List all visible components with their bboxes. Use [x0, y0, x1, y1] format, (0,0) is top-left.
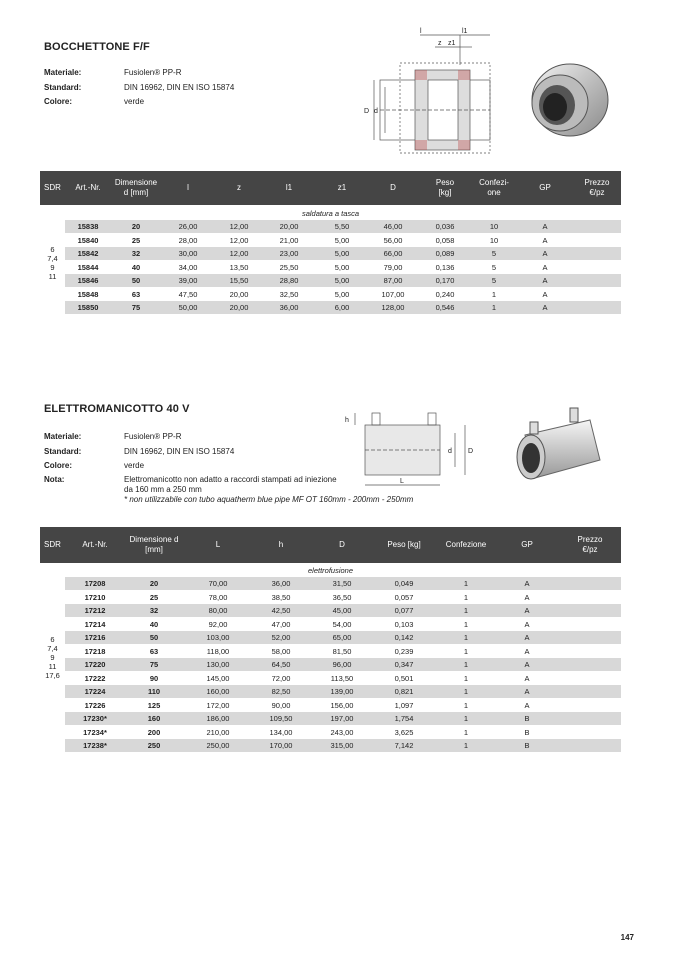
table-cell: 5,00: [334, 262, 350, 272]
sdr-value: 7,4: [47, 644, 58, 653]
sdr-cell: [40, 577, 65, 753]
th2-package: Confezione: [445, 540, 487, 549]
table-cell: B: [524, 741, 530, 750]
table-cell: 63: [131, 289, 141, 299]
table-row: [40, 604, 621, 617]
standard-label: Standard:: [44, 83, 82, 92]
table-cell: 32: [131, 249, 141, 258]
table-row: [40, 739, 621, 752]
th2-weight: Peso [kg]: [387, 540, 421, 549]
table-cell: 5: [491, 262, 497, 272]
table-cell: 78,00: [208, 592, 228, 602]
table-cell: 17214: [84, 619, 106, 629]
table-cell: 28,00: [178, 235, 198, 245]
table-cell: 36,50: [332, 592, 352, 602]
table-cell: A: [542, 249, 548, 258]
table-cell: 10: [489, 222, 499, 231]
table-cell: 1: [491, 303, 497, 312]
note-line-3: * non utilizzabile con tubo aquatherm blue pipe MF OT 160mm - 200mm - 250mm: [124, 495, 414, 504]
table-row: [40, 726, 621, 739]
table-cell: 54,00: [332, 619, 352, 629]
table-cell: 130,00: [206, 660, 230, 669]
dim-l-label: l: [420, 28, 422, 35]
color-row-2: [44, 461, 144, 470]
table-row: [40, 577, 621, 590]
table-cell: 125: [147, 700, 161, 710]
material-value: Fusiolen® PP-R: [124, 68, 182, 77]
th-gp: GP: [539, 183, 551, 192]
sdr-value: 6: [50, 245, 55, 254]
table-cell: 15838: [77, 222, 99, 231]
table-cell: 113,50: [330, 673, 354, 683]
th-art-nr: Art.-Nr.: [75, 183, 101, 192]
table-cell: 1: [491, 289, 497, 299]
table-cell: 1: [463, 660, 469, 669]
table-cell: A: [542, 262, 548, 272]
table-cell: 50: [131, 276, 141, 285]
table-cell: 23,00: [279, 249, 299, 258]
table-cell: 0,170: [435, 276, 455, 285]
table-cell: A: [542, 235, 548, 245]
table-cell: 79,00: [383, 262, 403, 272]
table-cell: 7,142: [394, 741, 414, 750]
table-cell: 50,00: [178, 303, 198, 312]
table-cell: 0,142: [394, 633, 414, 642]
th2-sdr: SDR: [44, 540, 61, 549]
dim-d-label-2: d: [448, 448, 452, 455]
th-l1: l1: [285, 183, 293, 192]
table-cell: 0,501: [394, 673, 414, 683]
table-cell: 52,00: [271, 633, 291, 642]
table-cell: 17224: [84, 687, 106, 696]
table-cell: 0,077: [394, 606, 414, 615]
th2-L: L: [215, 540, 221, 549]
note-line-2: da 160 mm a 250 mm: [124, 485, 202, 494]
table-cell: 15846: [77, 276, 99, 285]
table-cell: 15842: [77, 249, 99, 258]
table-cell: 15,50: [229, 276, 249, 285]
table-cell: 110: [147, 687, 161, 696]
color-label-2: Colore:: [44, 461, 72, 470]
standard-value: DIN 16962, DIN EN ISO 15874: [124, 83, 235, 92]
table-cell: 0,240: [435, 289, 455, 299]
th2-gp: GP: [521, 540, 533, 549]
table-cell: 170,00: [269, 741, 293, 750]
table-cell: 0,089: [435, 249, 455, 258]
th-D: D: [390, 183, 396, 192]
dim-L-label: L: [400, 478, 404, 485]
table-cell: 250: [147, 741, 161, 750]
table-cell: 38,50: [271, 592, 291, 602]
table-cell: 17226: [84, 700, 106, 710]
table-cell: 315,00: [330, 741, 354, 750]
table-cell: 1: [463, 673, 469, 683]
table-cell: 10: [489, 235, 499, 245]
table-cell: 17220: [84, 660, 106, 669]
table-cell: A: [524, 592, 530, 602]
dim-D-label-2: D: [468, 448, 474, 455]
table-cell: 17218: [84, 646, 106, 656]
th-l: l: [187, 183, 189, 192]
dim-z-label: z: [438, 40, 442, 47]
table-row: [40, 261, 621, 274]
table-cell: 1: [463, 633, 469, 642]
table-cell: 36,00: [279, 303, 299, 312]
table-cell: 5,00: [334, 249, 350, 258]
table-row: [40, 685, 621, 698]
table-cell: 15848: [77, 289, 99, 299]
table-cell: 1: [463, 714, 469, 723]
table-cell: 1: [463, 579, 469, 588]
table-row: [40, 645, 621, 658]
table-cell: 160,00: [206, 687, 230, 696]
table-cell: 96,00: [332, 660, 352, 669]
table-cell: 103,00: [206, 633, 230, 642]
table-cell: 0,058: [435, 235, 455, 245]
table-cell: 186,00: [206, 714, 230, 723]
table-cell: 28,80: [279, 276, 299, 285]
table-cell: 92,00: [208, 619, 228, 629]
table-cell: 250,00: [206, 741, 230, 750]
table-cell: 90,00: [271, 700, 291, 710]
table-cell: 70,00: [208, 579, 228, 588]
sdr-value: 6: [50, 635, 55, 644]
material-label-2: Materiale:: [44, 432, 82, 441]
table-cell: 6,00: [334, 303, 350, 312]
table-row: [40, 618, 621, 631]
table-cell: 64,50: [271, 660, 291, 669]
table-cell: 87,00: [383, 276, 403, 285]
th-package: Confezi- one: [479, 178, 509, 197]
page-number: 147: [620, 933, 634, 942]
table-row: [40, 274, 621, 287]
table2-header: [40, 527, 621, 563]
table-cell: 47,50: [178, 289, 198, 299]
color-label: Colore:: [44, 97, 72, 106]
table-cell: 118,00: [206, 646, 230, 656]
sdr-value: 9: [50, 263, 55, 272]
table-cell: 90: [149, 673, 159, 683]
table-cell: 1: [463, 592, 469, 602]
sdr-value: 9: [50, 653, 55, 662]
table-cell: 145,00: [206, 673, 230, 683]
sdr-cell: [40, 220, 65, 315]
material-row: [44, 68, 181, 77]
th-price: Prezzo €/pz: [584, 178, 610, 197]
table-cell: 139,00: [330, 687, 354, 696]
table-cell: 82,50: [271, 687, 291, 696]
table-cell: 0,049: [394, 579, 414, 588]
dim-l1-label: l1: [462, 28, 468, 35]
th2-h: h: [278, 540, 284, 549]
coupler-technical-drawing: [340, 405, 480, 500]
th2-price: Prezzo €/pz: [577, 535, 603, 554]
table-cell: 58,00: [271, 646, 291, 656]
table-cell: 1: [463, 687, 469, 696]
table-cell: A: [524, 660, 530, 669]
table-row: [40, 591, 621, 604]
table1-header: [40, 171, 621, 205]
table-cell: 1: [463, 741, 469, 750]
table-cell: 45,00: [332, 606, 352, 615]
note-line-1: Elettromanicotto non adatto a raccordi stampati ad iniezione: [124, 475, 337, 484]
section2-title: ELETTROMANICOTTO 40 V: [44, 403, 190, 415]
table-cell: 75: [131, 303, 141, 312]
table-cell: 160: [147, 714, 161, 723]
table-cell: 0,103: [394, 619, 414, 629]
table-cell: 20,00: [229, 289, 249, 299]
table-cell: 1: [463, 606, 469, 615]
sdr-value: 17,6: [45, 671, 60, 680]
coupler-product-image: [505, 400, 610, 495]
table-cell: 1: [463, 619, 469, 629]
table-row: [40, 631, 621, 644]
table-cell: B: [524, 727, 530, 737]
table-row: [40, 699, 621, 712]
table-cell: 34,00: [178, 262, 198, 272]
table-cell: 46,00: [383, 222, 403, 231]
table-row: [40, 301, 621, 314]
table-cell: 40: [131, 262, 141, 272]
table-cell: 39,00: [178, 276, 198, 285]
table-cell: 20,00: [229, 303, 249, 312]
table-cell: 12,00: [229, 235, 249, 245]
table-cell: 0,036: [435, 222, 455, 231]
table-cell: 26,00: [178, 222, 198, 231]
table-cell: 20,00: [279, 222, 299, 231]
table-cell: 12,00: [229, 222, 249, 231]
table1-subtitle: saldatura a tasca: [301, 209, 360, 218]
note-label: Nota:: [44, 475, 65, 484]
table-cell: B: [524, 714, 530, 723]
material-row-2: [44, 432, 181, 441]
table-cell: 13,50: [229, 262, 249, 272]
table-cell: 0,057: [394, 592, 414, 602]
table-cell: 50: [149, 633, 159, 642]
table-cell: 15850: [77, 303, 99, 312]
table-cell: 5,50: [334, 222, 350, 231]
table-row: [40, 658, 621, 671]
table-cell: A: [524, 633, 530, 642]
table-cell: 3,625: [394, 727, 414, 737]
dim-d-label: d: [374, 108, 378, 115]
th2-D: D: [339, 540, 345, 549]
table-cell: 32: [149, 606, 159, 615]
section1-title: BOCCHETTONE F/F: [44, 41, 150, 53]
table-cell: 47,00: [271, 619, 291, 629]
table-cell: 5,00: [334, 235, 350, 245]
table-cell: 20: [131, 222, 141, 231]
table-cell: 66,00: [383, 249, 403, 258]
table-cell: 31,50: [332, 579, 352, 588]
material-value-2: Fusiolen® PP-R: [124, 432, 182, 441]
table-cell: 21,00: [279, 235, 299, 245]
color-value-2: verde: [124, 461, 145, 470]
sdr-value: 11: [48, 272, 57, 281]
table-cell: 25: [131, 235, 141, 245]
sdr-value: 7,4: [47, 254, 58, 263]
table-cell: A: [524, 646, 530, 656]
table-row: [40, 234, 621, 247]
table-row: [40, 672, 621, 685]
table-cell: 65,00: [332, 633, 352, 642]
table-cell: 17234*: [83, 727, 107, 737]
table-cell: 134,00: [269, 727, 293, 737]
table-cell: 1: [463, 727, 469, 737]
table-cell: A: [542, 222, 548, 231]
table-cell: 156,00: [330, 700, 354, 710]
table-cell: 5: [491, 249, 497, 258]
table-cell: 1,097: [394, 700, 414, 710]
table-cell: 172,00: [206, 700, 230, 710]
table-cell: 75: [149, 660, 159, 669]
table-cell: 15844: [77, 262, 99, 272]
table-cell: A: [542, 276, 548, 285]
table-cell: 1: [463, 700, 469, 710]
dim-z1-label: z1: [448, 40, 456, 47]
table-cell: 81,50: [332, 646, 352, 656]
table-cell: 5,00: [334, 289, 350, 299]
table-cell: A: [524, 606, 530, 615]
dim-h-label: h: [345, 417, 349, 424]
table-row: [40, 712, 621, 725]
th-z1: z1: [337, 183, 347, 192]
table-cell: A: [524, 687, 530, 696]
table-cell: 12,00: [229, 249, 249, 258]
table-cell: 5,00: [334, 276, 350, 285]
table-cell: 0,239: [394, 646, 414, 656]
union-technical-drawing: [360, 25, 510, 165]
standard-label-2: Standard:: [44, 447, 82, 456]
table-cell: 17238*: [83, 741, 107, 750]
table-cell: 128,00: [381, 303, 405, 312]
table-cell: 17216: [84, 633, 106, 642]
table-cell: 109,50: [269, 714, 293, 723]
table-cell: 17208: [84, 579, 106, 588]
table-cell: A: [542, 289, 548, 299]
table-cell: 80,00: [208, 606, 228, 615]
table-cell: 1,754: [394, 714, 414, 723]
standard-row-2: [44, 447, 234, 456]
table-cell: 1: [463, 646, 469, 656]
table-cell: 63: [149, 646, 159, 656]
table-cell: A: [524, 579, 530, 588]
table-cell: 200: [147, 727, 161, 737]
table-cell: 210,00: [206, 727, 230, 737]
th-z: z: [237, 183, 241, 192]
table-cell: 17230*: [83, 714, 107, 723]
table-cell: 40: [149, 619, 159, 629]
table-cell: 0,347: [394, 660, 414, 669]
table-cell: A: [524, 619, 530, 629]
table-cell: A: [524, 673, 530, 683]
table-cell: A: [524, 700, 530, 710]
table-cell: 56,00: [383, 235, 403, 245]
th-dimension: Dimensione d [mm]: [114, 178, 158, 197]
standard-value-2: DIN 16962, DIN EN ISO 15874: [124, 447, 235, 456]
sdr-value: 11: [48, 662, 57, 671]
table-cell: 25: [149, 592, 159, 602]
table-cell: 32,50: [279, 289, 299, 299]
union-product-image: [515, 55, 615, 150]
table-cell: 17212: [84, 606, 106, 615]
th2-dimension: Dimensione d [mm]: [129, 535, 179, 554]
table-cell: 30,00: [178, 249, 198, 258]
th-weight: Peso [kg]: [435, 178, 455, 197]
table-cell: 0,136: [435, 262, 455, 272]
material-label: Materiale:: [44, 68, 82, 77]
table-cell: 72,00: [271, 673, 291, 683]
table-row: [40, 220, 621, 233]
color-row: [44, 97, 144, 106]
table-cell: A: [542, 303, 548, 312]
th-sdr: SDR: [44, 183, 61, 192]
table-row: [40, 247, 621, 260]
th2-art-nr: Art.-Nr.: [82, 540, 108, 549]
table-cell: 107,00: [381, 289, 405, 299]
table-cell: 15840: [77, 235, 99, 245]
standard-row: [44, 83, 234, 92]
table-cell: 17222: [84, 673, 106, 683]
table-cell: 0,821: [394, 687, 414, 696]
table-cell: 20: [149, 579, 159, 588]
dim-D-label: D: [364, 108, 370, 115]
table-cell: 25,50: [279, 262, 299, 272]
table-cell: 5: [491, 276, 497, 285]
table-cell: 0,546: [435, 303, 455, 312]
color-value: verde: [124, 97, 145, 106]
table-cell: 197,00: [330, 714, 354, 723]
table-row: [40, 288, 621, 301]
table2-subtitle: elettrofusione: [307, 566, 354, 575]
table-cell: 17210: [84, 592, 106, 602]
table-cell: 36,00: [271, 579, 291, 588]
table-cell: 243,00: [330, 727, 354, 737]
table-cell: 42,50: [271, 606, 291, 615]
